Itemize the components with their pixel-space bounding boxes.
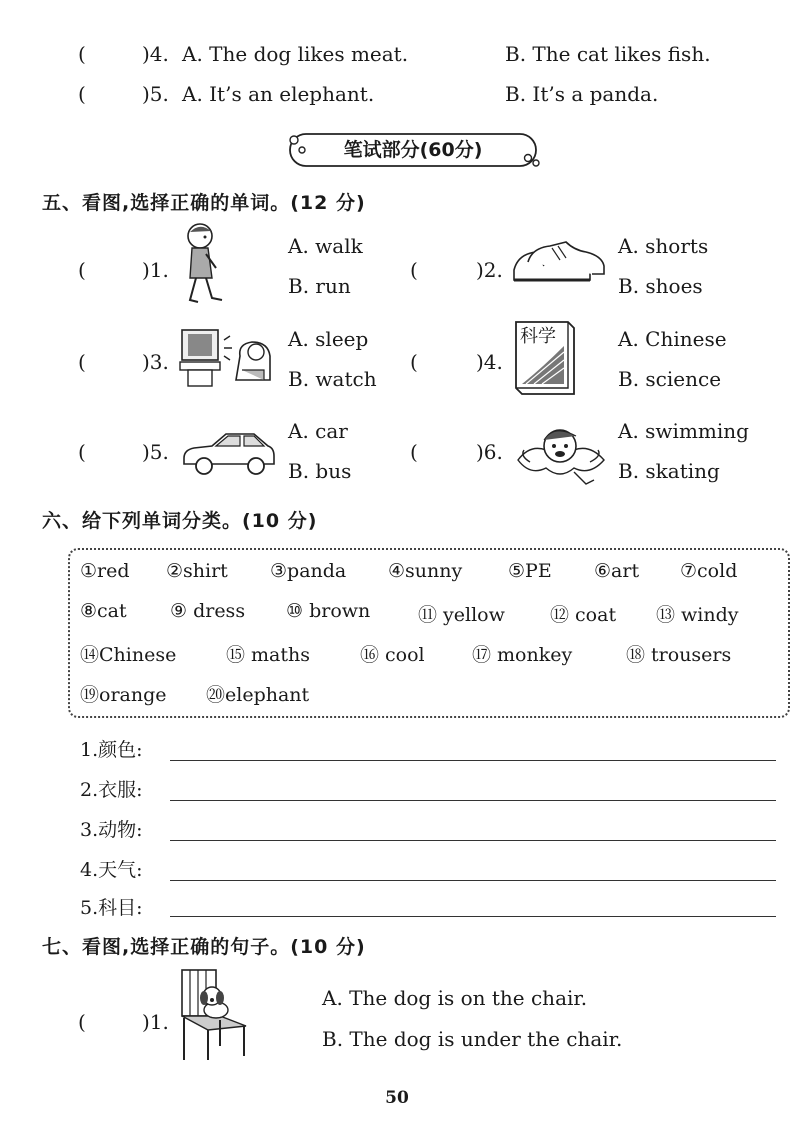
word-item: ④sunny (388, 560, 463, 582)
answer-line[interactable] (170, 840, 776, 841)
answer-paren[interactable]: ( (78, 440, 86, 464)
car-icon (178, 424, 278, 480)
word-item: ②shirt (166, 560, 228, 582)
category-label: 3.动物: (80, 819, 143, 841)
word-item: ⑪ yellow (418, 604, 505, 626)
s5-item-4-num: )4. (476, 350, 503, 374)
s5-item-6-b: B. skating (618, 459, 720, 483)
tv-watching-icon (178, 326, 278, 390)
category-label: 5.科目: (80, 897, 143, 919)
s5-item-6-a: A. swimming (618, 419, 749, 443)
s5-item-5-num: )5. (142, 440, 169, 464)
word-item: ⑯ cool (360, 644, 425, 666)
word-item: ⑤PE (508, 560, 552, 582)
s5-item-4-a: A. Chinese (618, 327, 727, 351)
word-item: ⑥art (594, 560, 640, 582)
walking-girl-icon (178, 222, 232, 308)
s5-item-2-num: )2. (476, 258, 503, 282)
listening-item-5-b: B. It’s a panda. (505, 82, 659, 106)
s7-item-1-b: B. The dog is under the chair. (322, 1027, 623, 1051)
answer-paren[interactable]: ( (410, 350, 418, 374)
word-item: ⑳elephant (206, 684, 310, 706)
s5-item-6-num: )6. (476, 440, 503, 464)
listening-item-4-b: B. The cat likes fish. (505, 42, 711, 66)
word-item: ⑭Chinese (80, 644, 177, 666)
s5-item-1-a: A. walk (288, 234, 363, 258)
word-item: ①red (80, 560, 130, 582)
word-item: ⑩ brown (286, 600, 371, 622)
s7-item-1-a: A. The dog is on the chair. (322, 986, 588, 1010)
s5-item-2-a: A. shorts (618, 234, 709, 258)
book-title: 科学 (520, 326, 556, 347)
page-number: 50 (385, 1088, 409, 1108)
word-item: ⑰ monkey (472, 644, 573, 666)
banner-text: 笔试部分(60分) (343, 139, 483, 161)
answer-paren[interactable]: ( (78, 1010, 86, 1034)
word-item: ⑲orange (80, 684, 167, 706)
s5-item-5-a: A. car (288, 419, 348, 443)
answer-line[interactable] (170, 760, 776, 761)
word-item: ⑦cold (680, 560, 738, 582)
section-5-title: 五、看图,选择正确的单词。(12 分) (42, 192, 366, 214)
s7-item-1-num: )1. (142, 1010, 169, 1034)
listening-item-4-num: )4. (142, 42, 169, 66)
word-item: ③panda (270, 560, 347, 582)
s5-item-5-b: B. bus (288, 459, 352, 483)
answer-line[interactable] (170, 800, 776, 801)
category-label: 4.天气: (80, 859, 143, 881)
swimming-boy-icon (510, 410, 610, 492)
answer-line[interactable] (170, 916, 776, 917)
word-item: ⑧cat (80, 600, 127, 622)
answer-line[interactable] (170, 880, 776, 881)
listening-item-4-a: A. The dog likes meat. (182, 42, 409, 66)
science-book-icon (512, 318, 578, 396)
word-item: ⑨ dress (170, 600, 246, 622)
s5-item-2-b: B. shoes (618, 274, 703, 298)
s5-item-4-b: B. science (618, 367, 722, 391)
s5-item-1-b: B. run (288, 274, 351, 298)
s5-item-3-b: B. watch (288, 367, 377, 391)
answer-paren[interactable]: ( (78, 42, 86, 66)
answer-paren[interactable]: ( (78, 82, 86, 106)
category-label: 2.衣服: (80, 779, 143, 801)
written-part-banner (284, 132, 542, 168)
s5-item-3-a: A. sleep (288, 327, 369, 351)
word-item: ⑫ coat (550, 604, 617, 626)
answer-paren[interactable]: ( (410, 440, 418, 464)
word-item: ⑬ windy (656, 604, 739, 626)
s5-item-1-num: )1. (142, 258, 169, 282)
word-item: ⑮ maths (226, 644, 311, 666)
answer-paren[interactable]: ( (78, 258, 86, 282)
dog-on-chair-icon (176, 966, 256, 1062)
answer-paren[interactable]: ( (410, 258, 418, 282)
s5-item-3-num: )3. (142, 350, 169, 374)
shoes-icon (508, 236, 608, 292)
category-label: 1.颜色: (80, 739, 143, 761)
word-item: ⑱ trousers (626, 644, 732, 666)
listening-item-5-num: )5. (142, 82, 169, 106)
section-7-title: 七、看图,选择正确的句子。(10 分) (42, 936, 366, 958)
listening-item-5-a: A. It’s an elephant. (182, 82, 375, 106)
answer-paren[interactable]: ( (78, 350, 86, 374)
section-6-title: 六、给下列单词分类。(10 分) (42, 510, 318, 532)
